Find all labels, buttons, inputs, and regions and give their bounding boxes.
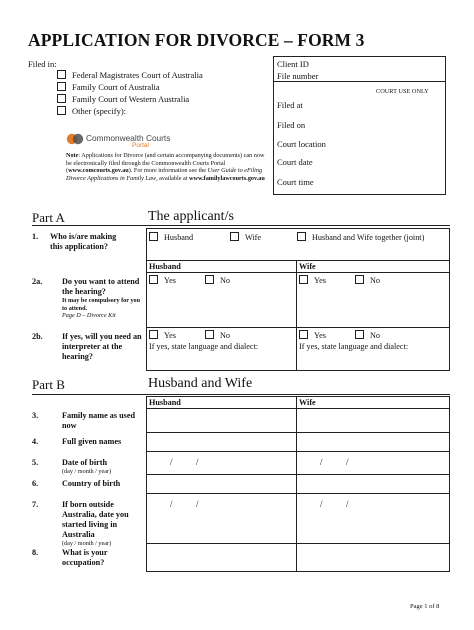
- q7-sub: (day / month / year): [62, 540, 112, 547]
- family-name-wife-input[interactable]: [297, 409, 449, 431]
- occupation-wife-input[interactable]: [297, 544, 449, 571]
- date-separator: /: [196, 499, 199, 509]
- q1-text: Who is/are making this application?: [50, 232, 117, 251]
- q2a-wife-yes[interactable]: Yes: [299, 275, 326, 285]
- q2a-number: 2a.: [32, 277, 43, 286]
- checkbox[interactable]: [57, 94, 66, 103]
- date-separator: /: [346, 457, 349, 467]
- q1-number: 1.: [32, 232, 39, 241]
- checkbox[interactable]: [205, 275, 214, 284]
- checkbox[interactable]: [149, 330, 158, 339]
- q5-text: Date of birth: [62, 458, 108, 467]
- page-number: Page 1 of 8: [410, 603, 440, 610]
- checkbox[interactable]: [299, 330, 308, 339]
- logo-name: Commonwealth Courts: [86, 133, 171, 143]
- part-a-label: Part A: [32, 210, 65, 225]
- filed-in-option-fcwa[interactable]: Family Court of Western Australia: [57, 94, 189, 104]
- logo-icon: [66, 132, 84, 146]
- file-number-label: File number: [277, 71, 319, 81]
- client-id-label: Client ID: [277, 59, 309, 69]
- q4-number: 4.: [32, 437, 39, 446]
- court-date-label: Court date: [277, 157, 313, 167]
- date-separator: /: [170, 499, 173, 509]
- q2b-wife-no[interactable]: No: [355, 330, 380, 340]
- occupation-husband-input[interactable]: [147, 544, 295, 571]
- q2b-husband-language-input[interactable]: [149, 354, 294, 369]
- part-b-col-husband: Husband: [149, 398, 181, 407]
- checkbox[interactable]: [149, 232, 158, 241]
- court-location-label: Court location: [277, 139, 326, 149]
- checkbox[interactable]: [297, 232, 306, 241]
- checkbox[interactable]: [230, 232, 239, 241]
- filed-in-option-other[interactable]: Other (specify):: [57, 106, 126, 116]
- filed-on-label: Filed on: [277, 120, 306, 130]
- q8-text: What is your occupation?: [62, 548, 108, 567]
- checkbox[interactable]: [57, 106, 66, 115]
- q1-option-joint[interactable]: Husband and Wife together (joint): [297, 232, 424, 242]
- checkbox[interactable]: [355, 275, 364, 284]
- q5-sub: (day / month / year): [62, 468, 112, 475]
- q2b-husband-yes[interactable]: Yes: [149, 330, 176, 340]
- q2a-husband-no[interactable]: No: [205, 275, 230, 285]
- given-names-husband-input[interactable]: [147, 433, 295, 450]
- q6-text: Country of birth: [62, 479, 121, 488]
- q2b-wife-yes[interactable]: Yes: [299, 330, 326, 340]
- court-time-label: Court time: [277, 177, 314, 187]
- comcourts-link[interactable]: www.comcourts.gov.au: [68, 167, 129, 175]
- q2a-sub: It may be compulsory for you to attend.: [62, 297, 141, 312]
- part-b-col-wife: Wife: [299, 398, 316, 407]
- q5-question: [62, 458, 144, 476]
- q7-text: If born outside Australia, date you started living in Australia: [62, 500, 129, 539]
- q4-text: Full given names: [62, 437, 122, 446]
- checkbox[interactable]: [355, 330, 364, 339]
- q7-question: [62, 500, 146, 548]
- part-a-col-wife: Wife: [299, 262, 316, 271]
- part-b-heading: Husband and Wife: [148, 376, 253, 391]
- q2a-husband-yes[interactable]: Yes: [149, 275, 176, 285]
- checkbox[interactable]: [149, 275, 158, 284]
- logo-sub: Portal: [132, 142, 149, 149]
- part-b-label: Part B: [32, 377, 65, 392]
- q2a-text: Do you want to attend the hearing?: [62, 277, 140, 296]
- q2a-wife-no[interactable]: No: [355, 275, 380, 285]
- q6-number: 6.: [32, 479, 39, 488]
- country-husband-input[interactable]: [147, 475, 295, 492]
- filed-in-option-fca[interactable]: Family Court of Australia: [57, 82, 160, 92]
- country-wife-input[interactable]: [297, 475, 449, 492]
- given-names-wife-input[interactable]: [297, 433, 449, 450]
- page-title: APPLICATION FOR DIVORCE – FORM 3: [28, 30, 365, 50]
- q2a-question: [62, 277, 144, 320]
- q3-number: 3.: [32, 411, 39, 420]
- filed-in-label: Filed in:: [28, 59, 57, 69]
- date-separator: /: [346, 499, 349, 509]
- checkbox[interactable]: [205, 330, 214, 339]
- filed-at-label: Filed at: [277, 100, 303, 110]
- commonwealth-courts-logo: [66, 132, 84, 151]
- checkbox[interactable]: [57, 82, 66, 91]
- filed-in-option-fmc[interactable]: Federal Magistrates Court of Australia: [57, 70, 203, 80]
- date-separator: /: [170, 457, 173, 467]
- q8-number: 8.: [32, 548, 39, 557]
- q5-number: 5.: [32, 458, 39, 467]
- part-a-heading: The applicant/s: [148, 209, 234, 224]
- q2a-ref: Page D – Divorce Kit: [62, 312, 116, 319]
- q2b-husband-no[interactable]: No: [205, 330, 230, 340]
- q2b-husband-language-label: If yes, state language and dialect:: [149, 342, 259, 351]
- efiling-note: Note: Applications for Divorce (and certain accompanying documents) can now be electronically filed through the Commonwealth Courts Portal (www.comcourts.gov.au). For more information see the User Guide to eFiling Divorce Applications in Family Law, available at www.familylawcourts.gov.au: [66, 152, 265, 182]
- q2b-wife-language-label: If yes, state language and dialect:: [299, 342, 409, 351]
- q1-option-wife[interactable]: Wife: [230, 232, 261, 242]
- q3-text: Family name as used now: [62, 411, 136, 430]
- checkbox[interactable]: [57, 70, 66, 79]
- familylawcourts-link[interactable]: www.familylawcourts.gov.au: [189, 174, 265, 182]
- part-a-col-husband: Husband: [149, 262, 181, 271]
- date-separator: /: [196, 457, 199, 467]
- q2b-wife-language-input[interactable]: [299, 354, 448, 369]
- family-name-husband-input[interactable]: [147, 409, 295, 431]
- date-separator: /: [320, 457, 323, 467]
- q1-option-husband[interactable]: Husband: [149, 232, 193, 242]
- date-separator: /: [320, 499, 323, 509]
- q2b-text: If yes, will you need an interpreter at the hearing?: [62, 332, 142, 361]
- q7-number: 7.: [32, 500, 39, 509]
- court-use-only-label: COURT USE ONLY: [376, 88, 429, 95]
- q2b-number: 2b.: [32, 332, 43, 341]
- checkbox[interactable]: [299, 275, 308, 284]
